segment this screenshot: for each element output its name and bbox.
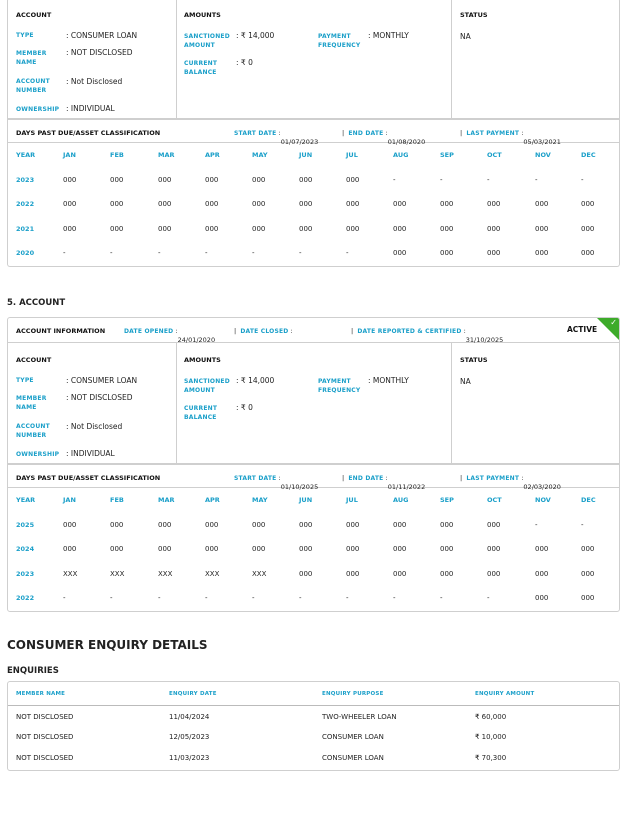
dpd-cell: 000 (487, 224, 501, 233)
dpd-cell: 000 (487, 569, 501, 578)
account-column: ACCOUNT TYPE : CONSUMER LOAN MEMBER NAME : NOT DISCLOSED ACCOUNT NUMBER : Not Disclosed OWNERSHIP : INDIVIDUAL (8, 0, 177, 118)
dpd-cell: - (440, 594, 443, 602)
end-date-label: END DATE (348, 475, 384, 482)
dpd-cell: XXX (252, 569, 267, 578)
dpd-cell: 000 (252, 545, 266, 553)
dpd-cell: 000 (110, 175, 124, 184)
enquiry-cell: ₹ 10,000 (475, 732, 507, 741)
account-details (8, 343, 619, 463)
dpd-cell: 000 (440, 569, 454, 578)
grid-header-jun: JUN (299, 151, 313, 159)
dpd-cell: - (440, 175, 443, 184)
grid-header-feb: FEB (110, 151, 124, 159)
enquiries-subtitle: ENQUIRIES (7, 666, 59, 676)
dpd-cell: - (581, 520, 584, 529)
dpd-cell: 000 (63, 224, 77, 233)
dpd-cell: 000 (487, 545, 501, 553)
dpd-cell: 000 (440, 520, 454, 529)
grid-header-nov: NOV (535, 496, 551, 504)
grid-header-row (8, 488, 619, 513)
enquiry-cell: CONSUMER LOAN (322, 732, 384, 741)
status-value: NA (460, 377, 471, 386)
date-closed-label: DATE CLOSED (240, 328, 289, 335)
status-value: NA (460, 32, 471, 41)
grid-row (8, 586, 619, 611)
grid-row (8, 241, 619, 266)
grid-header-jan: JAN (63, 496, 76, 504)
grid-header-nov: NOV (535, 151, 551, 159)
dpd-cell: 000 (205, 175, 219, 184)
status-badge: ACTIVE (567, 325, 598, 334)
grid-header-year: YEAR (16, 496, 36, 504)
start-date-value: 01/10/2025 (280, 483, 319, 491)
account-4-card (7, 0, 620, 267)
enquiry-cell: NOT DISCLOSED (16, 732, 74, 741)
year-cell: 2022 (16, 594, 35, 602)
dpd-cell: 000 (581, 594, 595, 602)
dpd-cell: 000 (63, 175, 77, 184)
type-label: TYPE (16, 32, 34, 39)
dpd-cell: 000 (535, 249, 549, 257)
enquiry-row (8, 706, 619, 728)
year-cell: 2024 (16, 545, 35, 553)
account-number-label: ACCOUNT NUMBER (16, 423, 50, 439)
year-cell: 2025 (16, 520, 35, 529)
dpd-cell: 000 (487, 200, 501, 208)
grid-row (8, 192, 619, 217)
year-cell: 2021 (16, 224, 35, 233)
dpd-cell: 000 (299, 569, 313, 578)
dpd-cell: - (63, 249, 66, 257)
dpd-cell: - (110, 249, 113, 257)
member-value: NOT DISCLOSED (70, 393, 133, 402)
member-label: MEMBER NAME (16, 395, 47, 411)
grid-header-row (8, 143, 619, 168)
grid-row (8, 537, 619, 562)
account-info-title: ACCOUNT INFORMATION (16, 327, 106, 335)
dpd-cell: 000 (535, 594, 549, 602)
grid-header-jul: JUL (346, 496, 358, 504)
last-payment-label: LAST PAYMENT (466, 475, 520, 482)
dpd-cell: - (535, 520, 538, 529)
member-value: NOT DISCLOSED (70, 48, 133, 57)
grid-row (8, 513, 619, 538)
dpd-cell: 000 (581, 249, 595, 257)
balance-value: ₹ 0 (240, 403, 253, 412)
dpd-cell: 000 (346, 545, 360, 553)
dpd-cell: 000 (346, 200, 360, 208)
enquiry-header-cell: ENQUIRY AMOUNT (475, 691, 535, 697)
dpd-cell: 000 (440, 224, 454, 233)
status-heading: STATUS (460, 11, 488, 19)
year-cell: 2023 (16, 569, 35, 578)
date-opened-label: DATE OPENED (124, 328, 174, 335)
year-cell: 2023 (16, 175, 35, 184)
dpd-cell: 000 (205, 520, 219, 529)
dpd-cell: 000 (299, 545, 313, 553)
dpd-cell: 000 (299, 520, 313, 529)
dpd-cell: 000 (487, 520, 501, 529)
dpd-cell: 000 (252, 200, 266, 208)
balance-label: CURRENT BALANCE (184, 60, 218, 76)
ownership-label: OWNERSHIP (16, 106, 60, 113)
enquiry-cell: 11/03/2023 (169, 754, 210, 762)
balance-value: ₹ 0 (240, 58, 253, 67)
account-number-value: Not Disclosed (70, 422, 123, 431)
dpd-cell: 000 (535, 545, 549, 553)
grid-header-aug: AUG (393, 496, 409, 504)
balance-label: CURRENT BALANCE (184, 405, 218, 421)
type-label: TYPE (16, 377, 34, 384)
dpd-cell: 000 (581, 569, 595, 578)
grid-header-may: MAY (252, 151, 268, 159)
dpd-cell: 000 (110, 520, 124, 529)
grid-header-oct: OCT (487, 151, 502, 159)
grid-header-year: YEAR (16, 151, 36, 159)
dpd-cell: 000 (158, 224, 172, 233)
grid-header-dec: DEC (581, 496, 596, 504)
enquiry-cell: NOT DISCLOSED (16, 754, 74, 762)
dpd-cell: 000 (581, 545, 595, 553)
enquiry-header-cell: ENQUIRY PURPOSE (322, 691, 384, 697)
grid-row (8, 562, 619, 587)
year-cell: 2020 (16, 249, 35, 257)
grid-header-sep: SEP (440, 496, 454, 504)
dpd-cell: 000 (63, 520, 77, 529)
dpd-cell: 000 (346, 224, 360, 233)
dpd-title: DAYS PAST DUE/ASSET CLASSIFICATION (16, 129, 161, 137)
grid-header-oct: OCT (487, 496, 502, 504)
dpd-cell: 000 (252, 520, 266, 529)
end-date-label: END DATE (348, 130, 384, 137)
grid-header-mar: MAR (158, 496, 175, 504)
dpd-cell: 000 (205, 545, 219, 553)
dpd-cell: 000 (393, 249, 407, 257)
grid-header-apr: APR (205, 496, 220, 504)
date-reported-label: DATE REPORTED & CERTIFIED (357, 328, 462, 335)
enquiry-cell: CONSUMER LOAN (322, 754, 384, 762)
dpd-cell: 000 (535, 224, 549, 233)
dpd-cell: 000 (393, 569, 407, 578)
frequency-value: MONTHLY (372, 376, 409, 385)
enquiry-header-cell: MEMBER NAME (16, 691, 66, 697)
dpd-cell: - (581, 175, 584, 184)
enquiry-cell: NOT DISCLOSED (16, 713, 74, 721)
dpd-cell: - (535, 175, 538, 184)
amounts-column: AMOUNTS SANCTIONED AMOUNT : ₹ 14,000 CURRENT BALANCE : ₹ 0 PAYMENT FREQUENCY : MONTHLY (177, 343, 452, 463)
dpd-cell: 000 (158, 200, 172, 208)
dpd-cell: XXX (205, 569, 220, 578)
enquiry-row (8, 749, 619, 771)
grid-header-jan: JAN (63, 151, 76, 159)
last-payment-label: LAST PAYMENT (466, 130, 520, 137)
grid-header-mar: MAR (158, 151, 175, 159)
dpd-cell: 000 (252, 175, 266, 184)
amounts-column: AMOUNTS SANCTIONED AMOUNT : ₹ 14,000 CURRENT BALANCE : ₹ 0 PAYMENT FREQUENCY : MONTHLY (177, 0, 452, 118)
dpd-cell: 000 (299, 200, 313, 208)
dpd-cell: 000 (393, 224, 407, 233)
account-number-value: Not Disclosed (70, 77, 123, 86)
grid-header-sep: SEP (440, 151, 454, 159)
dpd-cell: - (299, 594, 302, 602)
grid-header-may: MAY (252, 496, 268, 504)
start-date-label: START DATE (234, 130, 277, 137)
dpd-cell: 000 (393, 520, 407, 529)
date-opened-value: 24/01/2020 (177, 336, 216, 344)
account-5-card (7, 317, 620, 612)
dpd-cell: - (346, 594, 349, 602)
enquiry-cell: TWO-WHEELER LOAN (322, 713, 397, 721)
dpd-cell: 000 (63, 200, 77, 208)
enquiry-title: CONSUMER ENQUIRY DETAILS (7, 638, 208, 652)
dpd-cell: - (346, 249, 349, 257)
dpd-cell: - (487, 175, 490, 184)
grid-header-jul: JUL (346, 151, 358, 159)
dpd-cell: XXX (158, 569, 173, 578)
year-cell: 2022 (16, 200, 35, 208)
dpd-header: DAYS PAST DUE/ASSET CLASSIFICATION START DATE : 01/10/2025 | END DATE : 01/11/2022 | LAST PAYMENT : 02/03/2020 (8, 463, 619, 488)
section-title: 5. ACCOUNT (7, 298, 66, 308)
dpd-cell: 000 (158, 175, 172, 184)
dpd-cell: 000 (440, 200, 454, 208)
end-date-value: 01/08/2020 (387, 138, 426, 146)
start-date-label: START DATE (234, 475, 277, 482)
dpd-grid (8, 143, 619, 266)
ownership-value: INDIVIDUAL (70, 104, 115, 113)
dpd-cell: 000 (581, 200, 595, 208)
dpd-cell: - (487, 594, 490, 602)
sanctioned-value: ₹ 14,000 (240, 376, 275, 385)
start-date-value: 01/07/2023 (280, 138, 319, 146)
enquiry-row (8, 728, 619, 750)
dpd-cell: - (205, 249, 208, 257)
account-number-label: ACCOUNT NUMBER (16, 78, 50, 94)
dpd-cell: - (158, 249, 161, 257)
enquiry-cell: ₹ 60,000 (475, 713, 507, 721)
dpd-cell: 000 (205, 224, 219, 233)
grid-header-aug: AUG (393, 151, 409, 159)
enquiries-table (7, 681, 620, 771)
dpd-cell: 000 (252, 224, 266, 233)
dpd-cell: 000 (581, 224, 595, 233)
end-date-value: 01/11/2022 (387, 483, 426, 491)
dpd-cell: - (158, 594, 161, 602)
grid-header-apr: APR (205, 151, 220, 159)
dpd-cell: 000 (110, 545, 124, 553)
dpd-cell: 000 (440, 545, 454, 553)
member-label: MEMBER NAME (16, 50, 47, 66)
frequency-value: MONTHLY (372, 31, 409, 40)
enquiry-header-cell: ENQUIRY DATE (169, 691, 217, 697)
dpd-cell: - (205, 594, 208, 602)
dpd-title: DAYS PAST DUE/ASSET CLASSIFICATION (16, 474, 161, 482)
status-heading: STATUS (460, 356, 488, 364)
dpd-cell: 000 (440, 249, 454, 257)
dpd-grid (8, 488, 619, 611)
grid-row (8, 168, 619, 193)
account-details (8, 0, 619, 118)
dpd-header: DAYS PAST DUE/ASSET CLASSIFICATION START DATE : 01/07/2023 | END DATE : 01/08/2020 | LAST PAYMENT : 05/03/2021 (8, 118, 619, 143)
account-column: ACCOUNT TYPE : CONSUMER LOAN MEMBER NAME : NOT DISCLOSED ACCOUNT NUMBER : Not Disclosed OWNERSHIP : INDIVIDUAL (8, 343, 177, 463)
dpd-cell: - (299, 249, 302, 257)
sanctioned-value: ₹ 14,000 (240, 31, 275, 40)
dpd-cell: 000 (110, 200, 124, 208)
dpd-cell: 000 (535, 569, 549, 578)
date-reported-value: 31/10/2025 (465, 336, 504, 344)
account-heading: ACCOUNT (16, 356, 52, 364)
ownership-label: OWNERSHIP (16, 451, 60, 458)
dpd-cell: - (252, 249, 255, 257)
dpd-cell: 000 (299, 175, 313, 184)
sanctioned-label: SANCTIONED AMOUNT (184, 378, 230, 394)
dpd-cell: 000 (393, 545, 407, 553)
dpd-cell: 000 (158, 545, 172, 553)
dpd-cell: 000 (63, 545, 77, 553)
type-value: CONSUMER LOAN (70, 31, 138, 40)
dpd-cell: - (110, 594, 113, 602)
amounts-heading: AMOUNTS (184, 11, 221, 19)
enquiry-cell: 12/05/2023 (169, 732, 210, 741)
dpd-cell: - (252, 594, 255, 602)
type-value: CONSUMER LOAN (70, 376, 138, 385)
frequency-label: PAYMENT FREQUENCY (318, 378, 361, 394)
enquiry-header-row (8, 682, 619, 706)
dpd-cell: 000 (346, 569, 360, 578)
dpd-cell: 000 (299, 224, 313, 233)
sanctioned-label: SANCTIONED AMOUNT (184, 33, 230, 49)
last-payment-value: 02/03/2020 (523, 483, 561, 491)
dpd-cell: 000 (487, 249, 501, 257)
ownership-value: INDIVIDUAL (70, 449, 115, 458)
dpd-cell: 000 (346, 175, 360, 184)
dpd-cell: - (393, 175, 396, 184)
last-payment-value: 05/03/2021 (523, 138, 561, 146)
grid-header-feb: FEB (110, 496, 124, 504)
dpd-cell: - (63, 594, 66, 602)
amounts-heading: AMOUNTS (184, 356, 221, 364)
grid-row (8, 217, 619, 242)
dpd-cell: XXX (110, 569, 125, 578)
dpd-cell: 000 (158, 520, 172, 529)
frequency-label: PAYMENT FREQUENCY (318, 33, 361, 49)
dpd-cell: 000 (205, 200, 219, 208)
dpd-cell: 000 (535, 200, 549, 208)
dpd-cell: 000 (110, 224, 124, 233)
check-icon: ✓ (610, 318, 617, 327)
dpd-cell: 000 (346, 520, 360, 529)
dpd-cell: - (393, 594, 396, 602)
dpd-cell: 000 (393, 200, 407, 208)
dpd-cell: XXX (63, 569, 78, 578)
enquiry-cell: 11/04/2024 (169, 713, 210, 721)
enquiry-cell: ₹ 70,300 (475, 754, 507, 762)
account-info-header: ACCOUNT INFORMATION DATE OPENED : 24/01/2020 | DATE CLOSED : | DATE REPORTED & CERTIFIED : 31/10/2025 ACTIVE ✓ (8, 318, 619, 343)
grid-header-dec: DEC (581, 151, 596, 159)
account-heading: ACCOUNT (16, 11, 52, 19)
grid-header-jun: JUN (299, 496, 313, 504)
